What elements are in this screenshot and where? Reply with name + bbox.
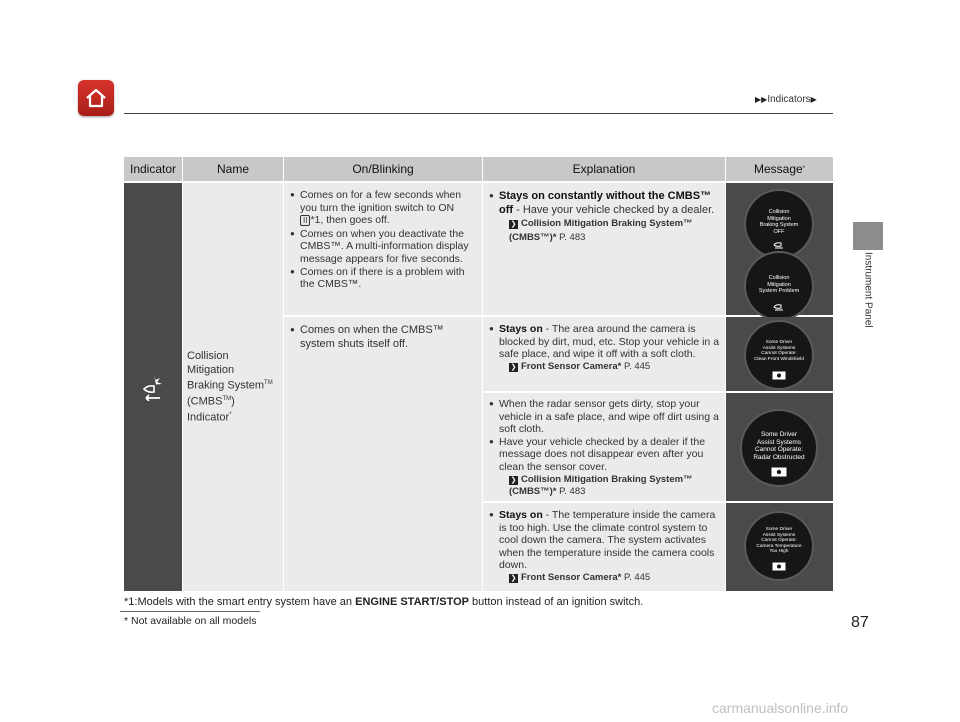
col-name: Name (183, 157, 283, 181)
name-line-4-sup: TM (222, 396, 232, 403)
row1-message-cell (726, 183, 833, 315)
col-message (726, 157, 833, 181)
row1-on-item-1-text: Comes on for a few seconds when you turn the ignition switch to ON (300, 189, 462, 214)
row2-sub3-explanation-cell (483, 503, 725, 591)
col-explanation: Explanation (483, 157, 725, 181)
name-line-1: Collision (187, 350, 229, 362)
reference-arrow-icon: ❯ (510, 574, 517, 582)
name-line-3-sup: TM (264, 380, 273, 386)
row1-exp-ref-page: P. 483 (556, 232, 586, 243)
col-on-blinking: On/Blinking (284, 157, 482, 181)
message-camera-temperature (746, 513, 812, 579)
footnote-ignition-b: button instead of an ignition switch. (469, 596, 644, 608)
reference-arrow-icon: ❯ (510, 476, 517, 484)
breadcrumb[interactable] (755, 94, 817, 105)
row2-sub2-ref[interactable] (489, 474, 721, 499)
row1-on-item-1 (290, 189, 478, 228)
row2-sub2-explanation (489, 398, 721, 499)
row2-on-text (290, 323, 478, 351)
row2-sub2-explanation-cell (483, 393, 725, 501)
breadcrumb-label: Indicators (767, 94, 811, 105)
home-icon (84, 86, 108, 110)
row2-sub3-ref-page: P. 445 (621, 571, 651, 583)
breadcrumb-end-arrow: ▶ (810, 95, 817, 104)
row2-sub3-item (489, 509, 721, 572)
message-camera-temperature-text: Some Driver Assist Systems Cannot Operate: Camera Temperature Too High (756, 527, 802, 555)
row2-sub1-item (489, 323, 721, 361)
row1-on-text (290, 189, 478, 291)
row2-sub3-ref[interactable] (489, 572, 721, 585)
reference-arrow-icon: ❯ (510, 363, 517, 371)
name-line-4b: ) (231, 395, 235, 408)
breadcrumb-arrows: ▶▶ (755, 95, 768, 104)
message-clean-windshield-text: Some Driver Assist Systems Cannot Operate: Clean Front Windshield (754, 340, 804, 362)
row2-sub1-ref[interactable] (489, 361, 721, 374)
row1-explanation (489, 189, 721, 245)
row2-sub2-item-1: ● When the radar sensor gets dirty, stop your vehicle in a safe place, and wipe off dirt using a soft cloth. (489, 398, 721, 436)
row1-exp-text: - Have your vehicle checked by a dealer. (513, 204, 715, 216)
col-message-mark: * (802, 166, 806, 172)
camera-icon (772, 562, 786, 571)
footnote-ignition (124, 596, 643, 608)
home-button[interactable] (78, 80, 114, 116)
footnote-ignition-a: *1:Models with the smart entry system have an (124, 596, 356, 608)
row1-on-cell (284, 183, 482, 315)
message-cmbs-problem-text: Collision Mitigation System Problem (758, 275, 800, 294)
name-line-5: Indicator (187, 411, 230, 424)
name-line-3: Braking System (187, 379, 265, 392)
col-indicator: Indicator (124, 157, 182, 181)
row2-sub1-text: - The area around the camera is blocked by dirt, mud, etc. Stop your vehicle in a safe place, and wipe it off with a soft cloth. (499, 323, 720, 361)
row2-sub1-ref-page: P. 445 (621, 360, 651, 372)
row2-sub1-ref-title: Front Sensor Camera* (521, 360, 622, 372)
row1-exp-item (489, 189, 721, 217)
camera-icon (771, 467, 787, 477)
row2-sub1-explanation (489, 323, 721, 373)
row2-sub2-message-cell (726, 393, 833, 501)
row1-on-item-3: ● Comes on if there is a problem with the CMBS™. (290, 266, 478, 291)
row1-exp-ref[interactable] (489, 217, 721, 245)
message-radar-obstructed-text: Some Driver Assist Systems Cannot Operate: Radar Obstructed (753, 431, 805, 461)
message-cmbs-off (746, 191, 812, 257)
name-line-2: Mitigation (187, 363, 235, 376)
row1-explanation-cell (483, 183, 725, 315)
row2-sub2-item-2: ● Have your vehicle checked by a dealer if the message does not disappear even after you clean the sensor cover. (489, 436, 721, 474)
row1-on-item-1-tail: *1, then goes off. (310, 214, 390, 227)
row1-on-item-2: ● Comes on when you deactivate the CMBS™. A multi-information display message appears for five seconds. (290, 228, 478, 266)
header-rule (124, 113, 833, 114)
row2-sub3-explanation (489, 509, 721, 585)
cmbs-car-icon (772, 301, 786, 311)
name-line-4a: (CMBS (187, 395, 223, 408)
name-cell (183, 183, 283, 591)
camera-icon (772, 371, 786, 380)
footnote-ignition-bold: ENGINE START/STOP (355, 596, 469, 608)
row2-sub1-explanation-cell (483, 317, 725, 391)
ignition-on-key: II (300, 215, 310, 226)
row2-sub3-text: - The temperature inside the camera is too high. Use the climate control system to cool down the camera. The system activates when the temperature inside the camera cools down. (499, 509, 716, 572)
section-label-wrap (853, 252, 883, 372)
col-message-label: Message (753, 162, 803, 176)
name-line-5-sup: * (229, 412, 232, 419)
row1-exp-bold: Stays on constantly without the CMBS™ off (499, 190, 712, 216)
row2-sub3-ref-title: Front Sensor Camera* (521, 571, 622, 583)
message-cmbs-off-text: Collision Mitigation Braking System OFF (759, 209, 799, 235)
row2-sub1-bold: Stays on (499, 323, 543, 335)
section-label: Instrument Panel (862, 252, 874, 328)
indicator-name (187, 350, 281, 425)
row2-sub1-message-cell (726, 317, 833, 391)
cmbs-car-icon (772, 239, 786, 249)
row1-exp-ref-title: Collision Mitigation Braking System™ (CMBS™)* (509, 218, 693, 243)
reference-arrow-icon: ❯ (510, 221, 517, 228)
page-number: 87 (851, 614, 869, 631)
row2-sub3-message-cell (726, 503, 833, 591)
footnote-availability: * Not available on all models (124, 615, 257, 627)
row2-sub2-ref-page: P. 483 (556, 486, 586, 498)
row2-on-cell (284, 317, 482, 591)
watermark: carmanualsonline.info (712, 700, 849, 716)
indicator-cell (124, 183, 182, 591)
row2-sub3-bold: Stays on (499, 509, 543, 521)
message-radar-obstructed (742, 411, 816, 485)
section-tab[interactable] (853, 222, 883, 250)
row2-sub2-ref-title: Collision Mitigation Braking System™ (CMBS™)* (509, 473, 693, 498)
cmbs-indicator-icon (140, 373, 168, 401)
message-clean-windshield (746, 322, 812, 388)
row2-on-item: ● Comes on when the CMBS™ system shuts itself off. (290, 323, 478, 351)
message-cmbs-problem (746, 253, 812, 319)
